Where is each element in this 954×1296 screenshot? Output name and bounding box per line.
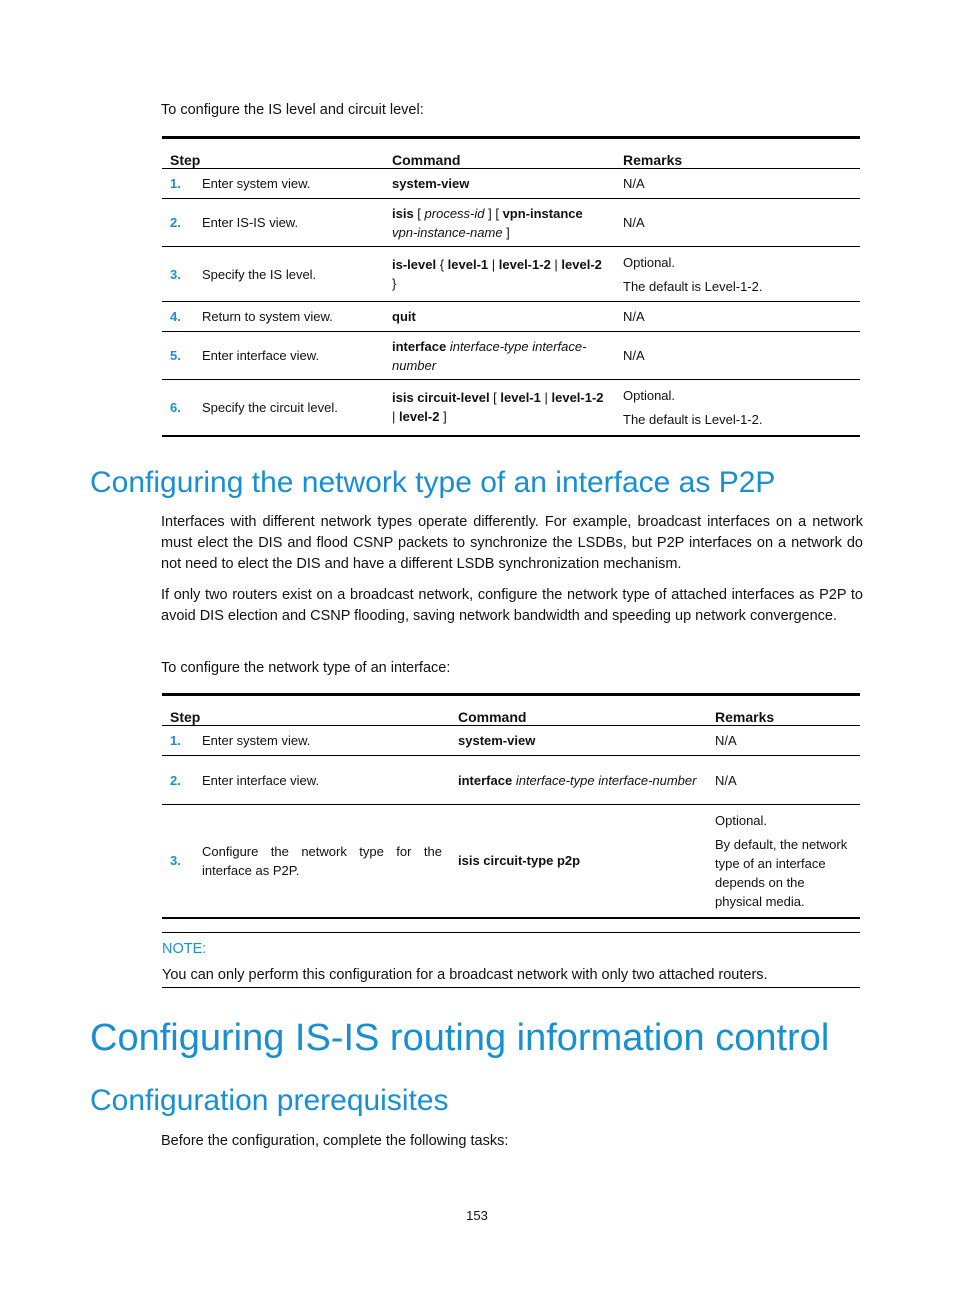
step-description: Specify the IS level. [202, 266, 317, 282]
command-token: interface-type interface-number [392, 338, 587, 373]
command-token: isis [392, 205, 414, 221]
command-token: vpn-instance [502, 205, 583, 221]
remarks-cell [615, 247, 860, 302]
table-row [162, 332, 860, 380]
command-cell [384, 380, 615, 436]
command-token: { [436, 257, 448, 272]
command-token: isis circuit-level [392, 390, 490, 406]
step-cell [162, 302, 384, 332]
col-header-remarks: Remarks [615, 138, 860, 169]
remarks-cell [615, 169, 860, 199]
intro-text-table2: To configure the network type of an interface: [161, 660, 451, 676]
remark-text: N/A [715, 733, 737, 748]
step-cell [162, 169, 384, 199]
remark-text: N/A [623, 215, 645, 230]
command-cell [384, 332, 615, 380]
step-number: 1. [170, 176, 181, 191]
step-cell [162, 756, 450, 805]
step-description: Enter system view. [202, 176, 311, 191]
note-label: NOTE: [162, 941, 207, 957]
col-header-step: Step [162, 695, 450, 726]
note-box [162, 932, 860, 988]
command-cell [384, 247, 615, 302]
step-number: 5. [170, 348, 181, 363]
step-description: Enter system view. [202, 733, 311, 748]
remarks-cell [615, 302, 860, 332]
remark-text: Optional. [623, 387, 676, 403]
step-description: Configure the network type for the interface as P2P. [202, 843, 442, 878]
command-token: ] [502, 224, 510, 240]
command-token: interface [458, 772, 513, 788]
paragraph-two-routers: If only two routers exist on a broadcast network, configure the network type of attached interfaces as P2P to avoid DIS election and CSNP flooding, saving network bandwidth and speeding up network convergence. [161, 587, 863, 624]
paragraph-network-types: Interfaces with different network types operate differently. For example, broadcast interfaces on a network must elect the DIS and flood CSNP packets to synchronize the LSDBs, but P2P interfaces on a network do not need to elect the DIS and have a different LSDB synchronization mechanism. [161, 514, 863, 572]
command-cell [450, 805, 707, 918]
section-heading-prerequisites: Configuration prerequisites [90, 1084, 449, 1117]
command-token: level-1-2 [498, 257, 551, 272]
step-number: 4. [170, 309, 181, 324]
table-row [162, 169, 860, 199]
command-token: ] [ [484, 205, 503, 221]
step-number: 3. [170, 266, 181, 282]
step-number: 6. [170, 399, 181, 415]
command-cell [384, 302, 615, 332]
command-cell [384, 169, 615, 199]
step-description: Specify the circuit level. [202, 399, 338, 415]
remarks-cell [707, 805, 860, 918]
command-token: ] [439, 409, 447, 425]
step-description: Enter interface view. [202, 348, 320, 363]
command-token: | [550, 257, 562, 272]
table-row [162, 380, 860, 436]
col-header-command: Command [384, 138, 615, 169]
remark-text: N/A [623, 348, 645, 363]
remark-text: The default is Level-1-2. [623, 278, 763, 294]
col-header-remarks: Remarks [707, 695, 860, 726]
remark-text: N/A [715, 772, 737, 788]
command-token: vpn-instance-name [392, 224, 503, 240]
step-description: Return to system view. [202, 309, 333, 324]
step-cell [162, 247, 384, 302]
command-token: | [488, 257, 499, 272]
command-token: system-view [392, 176, 470, 191]
table-row [162, 726, 860, 756]
remarks-cell [615, 332, 860, 380]
table-row [162, 247, 860, 302]
command-token: level-2 [561, 257, 602, 272]
remarks-cell [615, 380, 860, 436]
command-cell [450, 756, 707, 805]
step-description: Enter interface view. [202, 772, 320, 788]
remarks-cell [707, 726, 860, 756]
is-level-config-table [162, 136, 860, 437]
command-token: interface [392, 338, 447, 354]
step-number: 2. [170, 215, 181, 230]
step-description: Enter IS-IS view. [202, 215, 299, 230]
command-token: quit [392, 309, 416, 324]
command-token: interface-type interface-number [515, 772, 697, 788]
table-row [162, 756, 860, 805]
step-number: 2. [170, 772, 181, 788]
remark-text: The default is Level-1-2. [623, 411, 763, 427]
command-token: level-1 [447, 257, 489, 272]
step-cell [162, 199, 384, 247]
col-header-step: Step [162, 138, 384, 169]
table-row [162, 302, 860, 332]
remarks-cell [615, 199, 860, 247]
paragraph-prerequisites: Before the configuration, complete the following tasks: [161, 1133, 509, 1149]
command-token: level-1 [500, 390, 541, 406]
table-row [162, 199, 860, 247]
step-cell [162, 726, 450, 756]
command-token: } [392, 276, 397, 291]
command-token: [ [489, 390, 501, 406]
remark-text: Optional. [715, 812, 768, 828]
intro-text-table1: To configure the IS level and circuit level: [161, 102, 424, 118]
command-token: level-2 [399, 409, 440, 425]
command-cell [384, 199, 615, 247]
step-number: 3. [170, 853, 181, 869]
command-token: process-id [424, 205, 485, 221]
command-token: isis circuit-type p2p [458, 853, 581, 869]
step-number: 1. [170, 733, 181, 748]
remark-text: Optional. [623, 254, 676, 270]
table-row [162, 805, 860, 918]
command-token: is-level [392, 257, 437, 272]
remark-text: N/A [623, 176, 645, 191]
command-token: | [392, 409, 399, 425]
remark-text: By default, the network type of an interface depends on the physical media. [715, 836, 848, 909]
section-heading-p2p: Configuring the network type of an interface as P2P [90, 466, 776, 499]
command-token: level-1-2 [551, 390, 604, 406]
command-cell [450, 726, 707, 756]
command-token: [ [413, 205, 425, 221]
step-cell [162, 332, 384, 380]
command-token: | [540, 390, 552, 406]
step-cell [162, 380, 384, 436]
command-token: system-view [458, 733, 536, 748]
chapter-heading-routing-control: Configuring IS-IS routing information control [90, 1017, 830, 1059]
step-cell [162, 805, 450, 918]
col-header-command: Command [450, 695, 707, 726]
network-type-config-table [162, 693, 860, 919]
remark-text: N/A [623, 309, 645, 324]
remarks-cell [707, 756, 860, 805]
note-text: You can only perform this configuration for a broadcast network with only two attached routers. [162, 967, 768, 983]
page-number: 153 [466, 1208, 488, 1223]
